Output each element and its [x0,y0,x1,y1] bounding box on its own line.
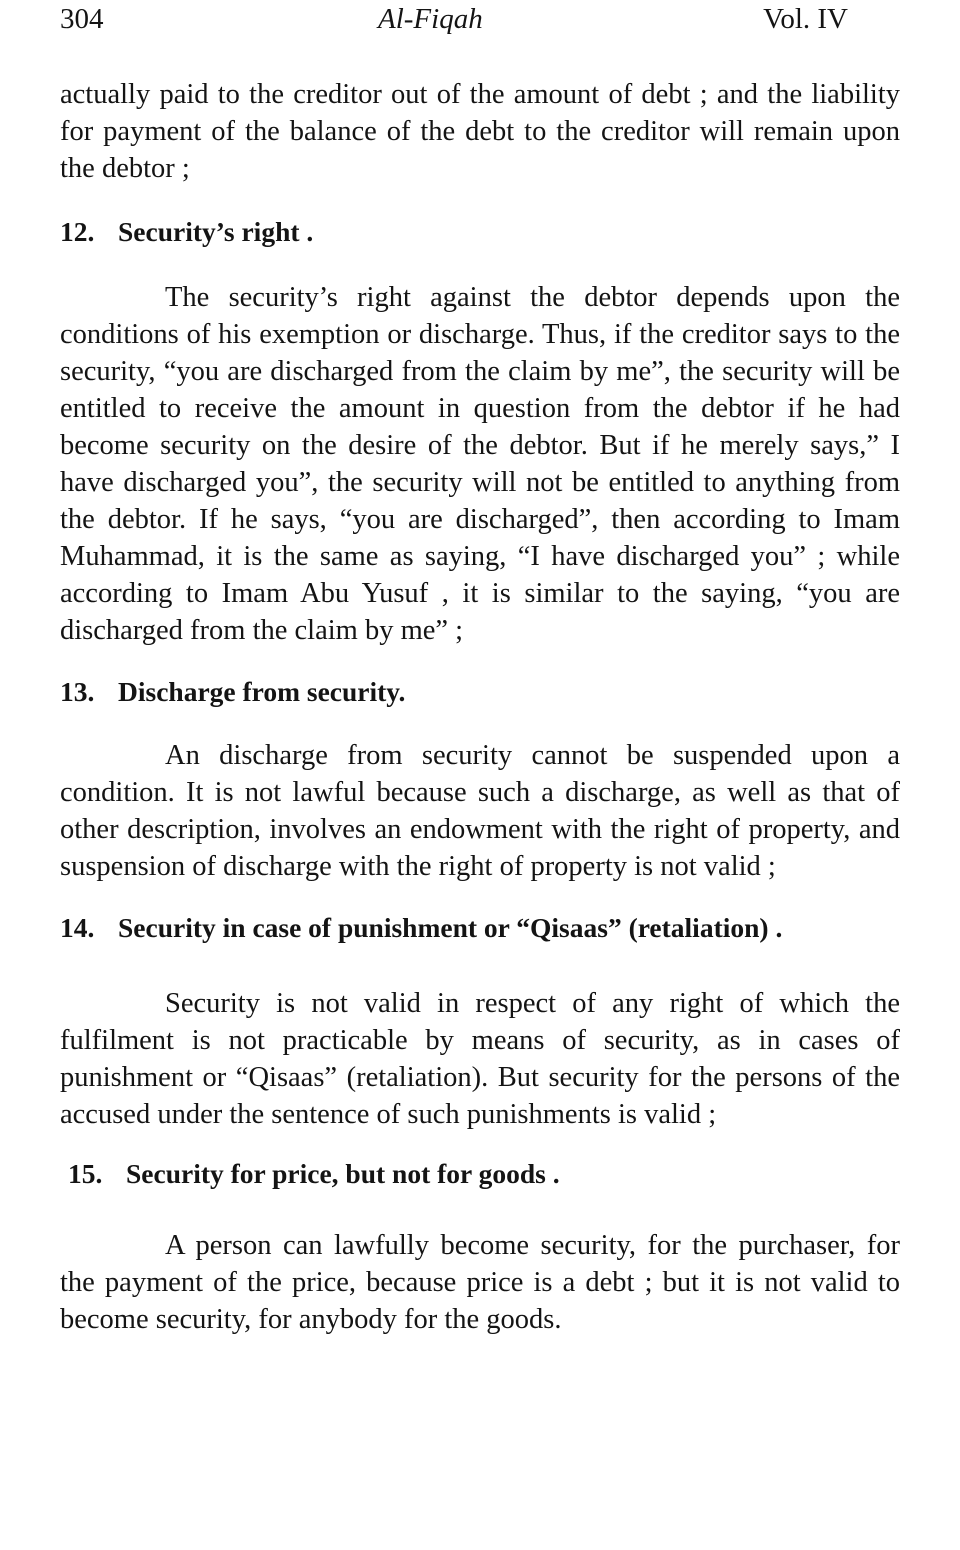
section-title: Security in case of punishment or “Qisaas” (retaliation) . [118,912,783,943]
section-body: The security’s right against the debtor depends upon the conditions of his exemption or discharge. Thus, if the creditor says to the security, “you are discharged from the claim by me”, the security will be entitled to receive the amount in question from the debtor if he had become security on the desire of the debtor. But if he merely says,” I have discharged you”, the security will not be entitled to anything from the debtor. If he says, “you are discharged”, then according to Imam Muhammad, it is the same as saying, “I have discharged you” ; while according to Imam Abu Yusuf , it is similar to the saying, “you are discharged from the claim by me” ; [60,282,900,646]
section-number: 15. [68,1158,103,1189]
section-heading [60,215,900,249]
page-number: 304 [60,3,104,35]
section-number: 13. [60,676,95,707]
section-number: 12. [60,216,95,247]
section-heading [60,675,900,709]
section-body: A person can lawfully become security, for the purchaser, for the payment of the price, because price is a debt ; but it is not valid to become security, for anybody for the goods. [60,1230,900,1335]
volume-label: Vol. IV [763,3,848,35]
section-heading [60,911,900,945]
section-title: Security for price, but not for goods . [126,1158,560,1189]
section-15 [60,1157,900,1338]
section-body: Security is not valid in respect of any right of which the fulfilment is not practicable by means of security, as in cases of punishment or “Qisaas” (retaliation). But security for the persons of the accused under the sentence of such punishments is valid ; [60,988,900,1130]
section-body: An discharge from security cannot be suspended upon a condition. It is not lawful because such a discharge, as well as that of other description, involves an endowment with the right of property, and suspension of discharge with the right of property is not valid ; [60,740,900,882]
intro-paragraph: actually paid to the creditor out of the amount of debt ; and the liability for payment of the balance of the debt to the creditor will remain upon the debtor ; [60,79,900,184]
section-number: 14. [60,912,95,943]
section-14 [60,911,900,1133]
section-12 [60,215,900,649]
running-header [60,0,900,46]
section-heading [60,1157,900,1191]
section-title: Security’s right . [118,216,314,247]
section-13 [60,675,900,885]
book-title: Al-Fiqah [378,3,483,35]
book-page [60,0,900,1338]
section-title: Discharge from security. [118,676,406,707]
